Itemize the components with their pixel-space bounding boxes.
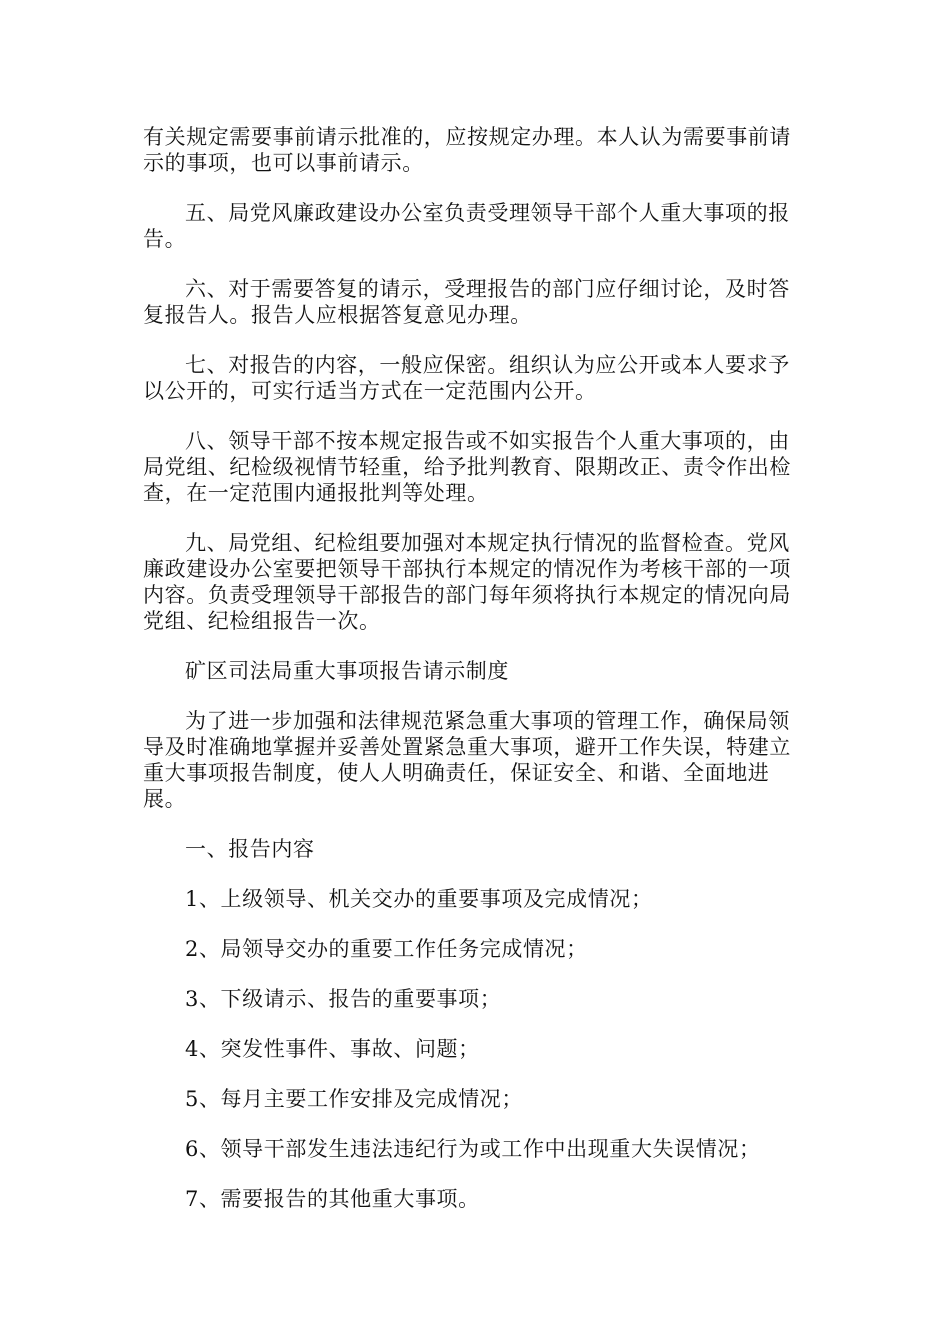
section-heading-report-content: 一、报告内容	[185, 837, 315, 861]
list-item-4: 4、突发性事件、事故、问题；	[185, 1037, 480, 1061]
section-title: 矿区司法局重大事项报告请示制度	[185, 659, 509, 683]
paragraph-item-9: 九、局党组、纪检组要加强对本规定执行情况的监督检查。党风廉政建设办公室要把领导干部执行本规定的情况作为考核干部的一项内容。负责受理领导干部报告的部门每年须将执行本规定的情况向局党组、纪检组报告一次。	[143, 531, 791, 633]
list-item-5: 5、每月主要工作安排及完成情况；	[185, 1087, 523, 1111]
paragraph-item-6: 六、对于需要答复的请示，受理报告的部门应仔细讨论，及时答复报告人。报告人应根据答复意见办理。	[143, 277, 790, 327]
list-item-1: 1、上级领导、机关交办的重要事项及完成情况；	[185, 887, 653, 911]
list-item-7: 7、需要报告的其他重大事项。	[185, 1187, 480, 1211]
paragraph-intro: 为了进一步加强和法律规范紧急重大事项的管理工作，确保局领导及时准确地掌握并妥善处置紧急重大事项，避开工作失误，特建立重大事项报告制度，使人人明确责任，保证安全、和谐、全面地进展。	[143, 709, 791, 811]
paragraph-item-7: 七、对报告的内容，一般应保密。组织认为应公开或本人要求予以公开的，可实行适当方式在一定范围内公开。	[143, 353, 790, 403]
paragraph-item-8: 八、领导干部不按本规定报告或不如实报告个人重大事项的，由局党组、纪检级视情节轻重，给予批判教育、限期改正、责令作出检查，在一定范围内通报批判等处理。	[143, 429, 791, 505]
document-body	[143, 124, 811, 1236]
list-item-3: 3、下级请示、报告的重要事项；	[185, 987, 502, 1011]
paragraph-item-5: 五、局党风廉政建设办公室负责受理领导干部个人重大事项的报告。	[143, 201, 790, 251]
paragraph-continuation: 有关规定需要事前请示批准的，应按规定办理。本人认为需要事前请示的事项，也可以事前请示。	[143, 125, 791, 175]
list-item-6: 6、领导干部发生违法违纪行为或工作中出现重大失误情况；	[185, 1137, 761, 1161]
list-item-2: 2、局领导交办的重要工作任务完成情况；	[185, 937, 588, 961]
